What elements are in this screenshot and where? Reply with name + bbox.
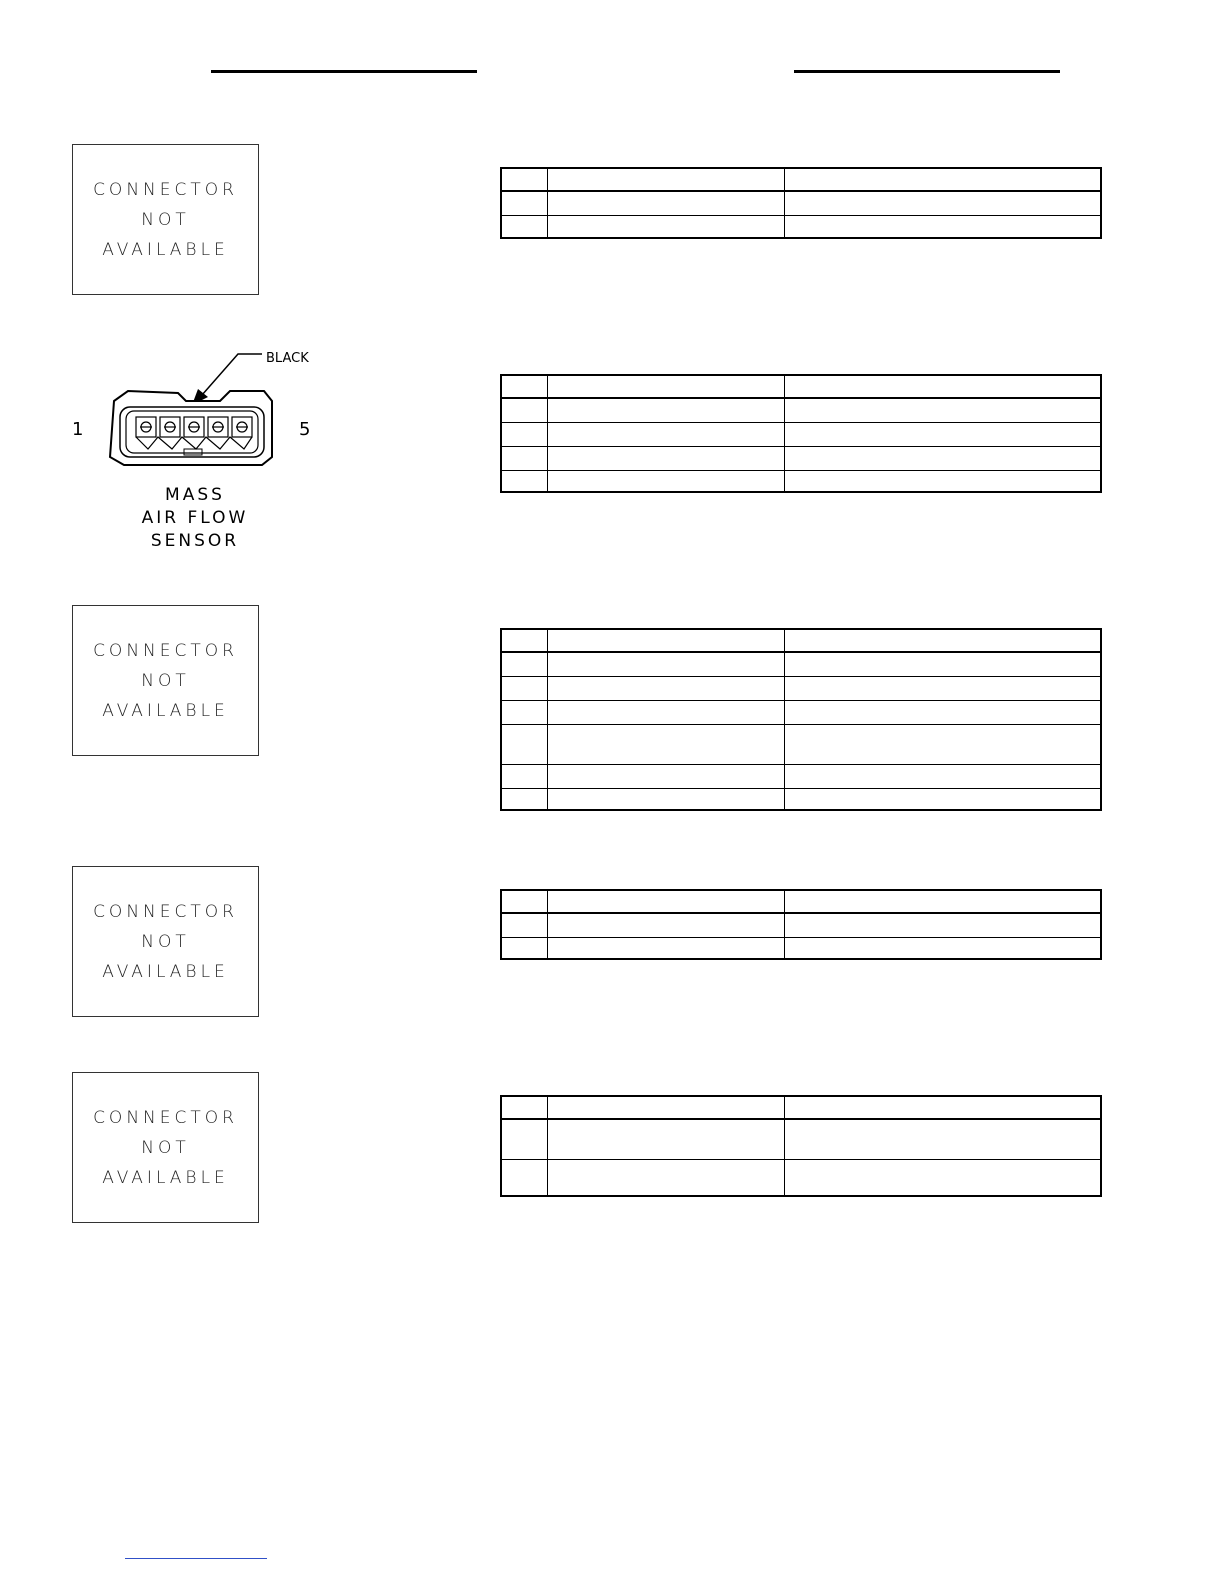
connector-not-available-box-5 [72, 1072, 259, 1223]
table-row [501, 788, 1101, 810]
connector-caption-line: SENSOR [150, 531, 240, 551]
box-label-line: AVAILABLE [102, 1167, 229, 1188]
table-row [501, 913, 1101, 937]
box-label-line: NOT [141, 1137, 190, 1158]
header-rule-right [794, 70, 1060, 73]
color-callout-label: BLACK [266, 351, 309, 366]
table-row [501, 724, 1101, 764]
connector-drawing-icon [66, 345, 326, 555]
table-row [501, 937, 1101, 959]
pin-table-4 [500, 889, 1102, 960]
header-rule-left [211, 70, 477, 73]
connector-not-available-box-3 [72, 605, 259, 756]
table-header-row [501, 168, 1101, 191]
connector-not-available-box-4 [72, 866, 259, 1017]
footer-link-underline[interactable] [125, 1558, 267, 1559]
box-label-line: AVAILABLE [102, 961, 229, 982]
box-label-line: AVAILABLE [102, 700, 229, 721]
pin-table-2 [500, 374, 1102, 493]
box-label-line: AVAILABLE [102, 239, 229, 260]
table-row [501, 191, 1101, 215]
table-header-row [501, 1096, 1101, 1119]
box-label-line: CONNECTOR [93, 1107, 238, 1128]
table-row [501, 764, 1101, 788]
table-row [501, 700, 1101, 724]
table-row [501, 1159, 1101, 1196]
table-row [501, 422, 1101, 446]
connector-not-available-box-1 [72, 144, 259, 295]
table-row [501, 652, 1101, 676]
table-header-row [501, 890, 1101, 913]
pin-number-first: 1 [72, 419, 84, 440]
table-row [501, 398, 1101, 422]
box-label-line: NOT [141, 931, 190, 952]
table-row [501, 446, 1101, 470]
connector-caption-line: AIR FLOW [141, 508, 249, 528]
box-label-line: NOT [141, 209, 190, 230]
mass-air-flow-sensor-figure [66, 345, 326, 555]
pin-table-1 [500, 167, 1102, 239]
pin-number-last: 5 [299, 419, 311, 440]
table-row [501, 215, 1101, 238]
pin-table-5 [500, 1095, 1102, 1197]
table-row [501, 676, 1101, 700]
box-label-line: NOT [141, 670, 190, 691]
table-row [501, 470, 1101, 492]
connector-caption-line: MASS [165, 485, 225, 505]
pin-table-3 [500, 628, 1102, 811]
box-label-line: CONNECTOR [93, 901, 238, 922]
box-label-line: CONNECTOR [93, 179, 238, 200]
table-row [501, 1119, 1101, 1159]
table-header-row [501, 629, 1101, 652]
table-header-row [501, 375, 1101, 398]
box-label-line: CONNECTOR [93, 640, 238, 661]
